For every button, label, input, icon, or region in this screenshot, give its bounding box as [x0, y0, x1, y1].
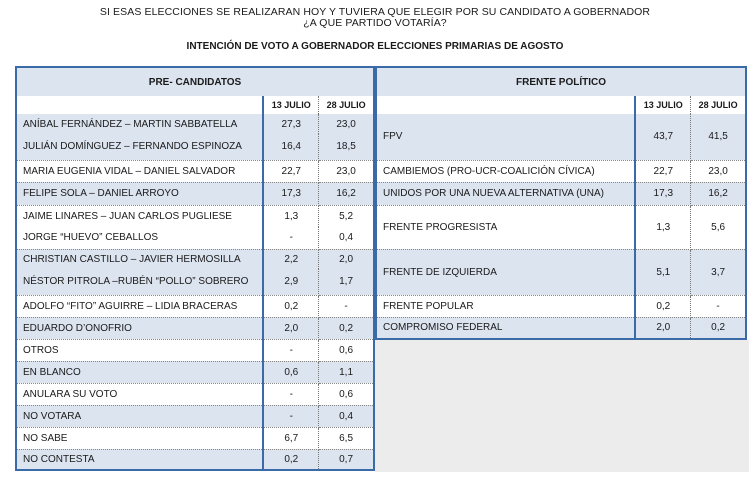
col-header-13-julio: 13 JULIO — [635, 96, 690, 114]
table-row: ANULARA SU VOTO - 0,6 — [16, 383, 374, 405]
table-row: FRENTE POPULAR 0,2 - — [376, 295, 746, 317]
table-row: COMPROMISO FEDERAL 2,0 0,2 — [376, 317, 746, 339]
political-front-table — [375, 66, 747, 340]
table-row: JAIME LINARES – JUAN CARLOS PUGLIESE 1,3 5,2 — [16, 205, 374, 227]
survey-question-line-2: ¿A QUE PARTIDO VOTARÍA? — [303, 17, 447, 29]
table-row: NÉSTOR PITROLA –RUBÉN “POLLO” SOBRERO 2,9 1,7 — [16, 269, 374, 295]
table-row: FELIPE SOLA – DANIEL ARROYO 17,3 16,2 — [16, 182, 374, 205]
table-row: EDUARDO D’ONOFRIO 2,0 0,2 — [16, 317, 374, 339]
table-row: JULIÁN DOMÍNGUEZ – FERNANDO ESPINOZA 16,4 18,5 — [16, 134, 374, 160]
table-row: NO CONTESTA 0,2 0,7 — [16, 449, 374, 470]
table-row: FPV 43,7 41,5 — [376, 114, 746, 160]
table-row: ANÍBAL FERNÁNDEZ – MARTIN SABBATELLA 27,3 23,0 — [16, 114, 374, 134]
table-row: NO SABE 6,7 6,5 — [16, 427, 374, 449]
col-header-13-julio: 13 JULIO — [263, 96, 318, 114]
table-row: JORGE “HUEVO” CEBALLOS - 0,4 — [16, 227, 374, 249]
col-header-28-julio: 28 JULIO — [698, 99, 738, 110]
precandidates-header: PRE- CANDIDATOS — [16, 67, 374, 96]
table-row: ADOLFO “FITO” AGUIRRE – LIDIA BRACERAS 0,2 - — [16, 295, 374, 317]
table-row: NO VOTARA - 0,4 — [16, 405, 374, 427]
table-row: EN BLANCO 0,6 1,1 — [16, 361, 374, 383]
survey-question-line-1: SI ESAS ELECCIONES SE REALIZARAN HOY Y TUVIERA QUE ELEGIR POR SU CANDIDATO A GOBERNADOR — [99, 6, 651, 18]
table-row: CAMBIEMOS (PRO-UCR-COALICIÓN CÍVICA) 22,7 23,0 — [376, 160, 746, 182]
col-header-28-julio: 28 JULIO — [326, 99, 366, 110]
table-row: OTROS - 0,6 — [16, 339, 374, 361]
political-front-header: FRENTE POLÍTICO — [376, 67, 746, 96]
precandidates-table — [15, 66, 375, 471]
table-row: MARIA EUGENIA VIDAL – DANIEL SALVADOR 22,7 23,0 — [16, 160, 374, 182]
table-row: UNIDOS POR UNA NUEVA ALTERNATIVA (UNA) 17,3 16,2 — [376, 182, 746, 205]
table-row: CHRISTIAN CASTILLO – JAVIER HERMOSILLA 2,2 2,0 — [16, 249, 374, 269]
table-row: FRENTE DE IZQUIERDA 5,1 3,7 — [376, 249, 746, 295]
table-title: INTENCIÓN DE VOTO A GOBERNADOR ELECCIONES PRIMARIAS DE AGOSTO — [186, 41, 564, 52]
table-row: FRENTE PROGRESISTA 1,3 5,6 — [376, 205, 746, 249]
empty-area — [375, 340, 749, 472]
